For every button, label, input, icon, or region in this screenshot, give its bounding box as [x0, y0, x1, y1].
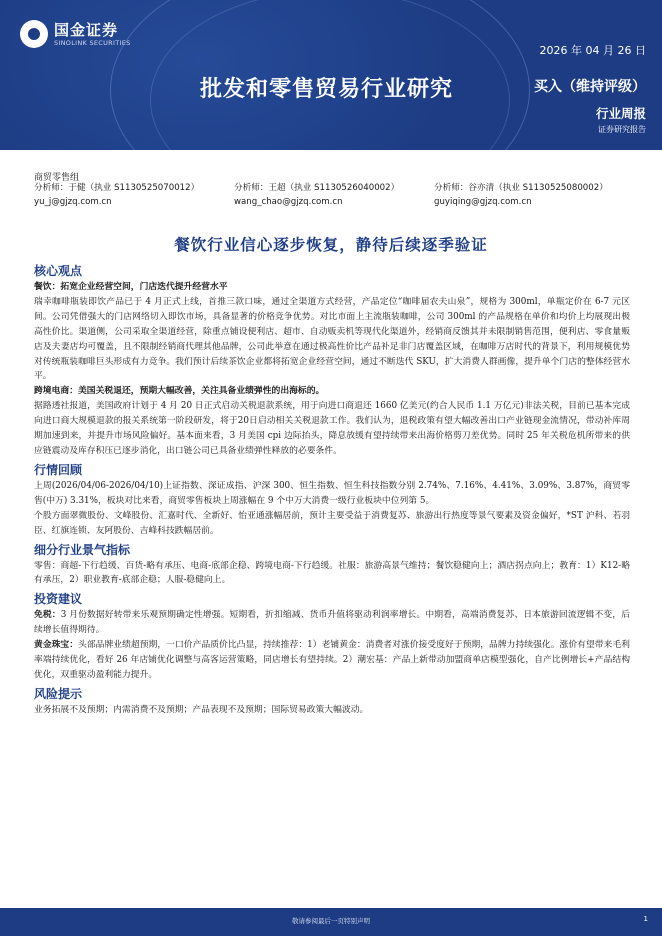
section-title-advice: 投资建议 — [34, 592, 83, 607]
analyst-email[interactable]: yu_j@gjzq.com.cn — [34, 197, 112, 207]
header-banner — [0, 0, 662, 150]
analyst-name: 分析师：谷亦清（执业 S1130525080002） — [434, 183, 608, 193]
paragraph-text: 头部品牌业绩超预期，一口价产品质价比凸显，持续推荐：1）老铺黄金：消费者对涨价接受度好于预期，品牌力持续强化。涨价有望带来毛利率端持续优化，看好 26 年店铺优化调整与高客运营策略，同店增长有望持续。2）潮宏基：产品上新带动加盟商单店模型强化，自产比例增长+产品结构优化，双重驱动盈利能力提升。 — [34, 640, 630, 680]
paragraph: 瑞幸咖啡瓶装即饮产品已于 4 月正式上线，首推三款口味，通过全渠道方式经营，产品定位“咖啡届农夫山泉”，规格为 300ml，单瓶定价在 6-7 元区间。公司凭借强大的门店网络切入即饮市场，具备显著的价格竞争优势。对比市面上主流瓶装咖啡，公司 300ml 的产品规格在单价和均价上均展现出极高性价比。渠道侧，公司采取全渠道经营，除重点铺设便利店、超市、自动贩卖机等现代化渠道外，经销商反馈其并未限制销售范围，便利店、零食量贩店及夫妻店均可覆盖，且不限制经销商代理其他品牌，公司此举意在通过极高性价比产品补足非门店覆盖区域，在咖啡万店时代的背景下，利用规模优势对传统瓶装咖啡巨头形成有力竞争。我们预计后续茶饮企业都将拓宽企业经营空间，通过不断迭代 SKU，扩大消费人群画像，提升单个门店的整体经营水平。 — [34, 296, 630, 382]
report-type: 行业周报 — [595, 106, 646, 121]
analyst-email[interactable]: wang_chao@gjzq.com.cn — [234, 197, 343, 207]
section-title-sector: 细分行业景气指标 — [34, 542, 131, 557]
analyst-email[interactable]: guyiqing@gjzq.com.cn — [434, 197, 532, 207]
footer-disclaimer[interactable]: 敬请参阅最后一页特别声明 — [292, 917, 370, 925]
paragraph-lead: 跨境电商：美国关税退还，预期大幅改善，关注具备业绩弹性的出海标的。 — [34, 386, 325, 397]
report-headline: 餐饮行业信心逐步恢复，静待后续逐季验证 — [174, 236, 488, 254]
analyst-entry — [434, 181, 634, 209]
section-title-core: 核心观点 — [34, 264, 83, 278]
rating-badge: 买入（维持评级） — [534, 79, 646, 95]
paragraph-lead: 免税： — [34, 610, 61, 621]
paragraph-text: 3 月份数据好转带来乐观预期确定性增强。短期看，折扣缩减、货币升值将驱动利润率增长。中期看，高端消费复苏、日本旅游回流逻辑不变，后续增长值得期待。 — [34, 610, 630, 636]
report-body — [34, 263, 630, 718]
page-number: 1 — [643, 915, 648, 923]
logo-icon — [20, 20, 48, 48]
section-title-review: 行情回顾 — [34, 462, 83, 477]
paragraph: 据路透社报道，美国政府计划于 4 月 20 日正式启动关税退款系统，用于向进口商退还 1660 亿美元(约合人民币 1.1 万亿元)非法关税，目前已基本完成向进口商大规模退款的报关系统第一阶段研发，将于20日启动相关关税退款工作。我们认为，退税政策有望大幅改善出口产业链现金流情况，带动补库周期加速到来，并提升市场风险偏好。基本面来看，3 月美国 cpi 边际抬头，降息放缓有望持续带来出海价格剪刀差优势。同时 25 年关税危机所带来的供应链震动及库存积压已逐步消化，出口链公司已具备业绩弹性释放的必要条件。 — [34, 401, 630, 456]
logo-name-cn: 国金证券 — [54, 20, 119, 39]
paragraph — [34, 638, 630, 683]
analyst-entry — [34, 181, 234, 209]
report-title: 批发和零售贸易行业研究 — [200, 77, 454, 102]
analyst-list — [34, 181, 634, 209]
paragraph: 上周(2026/04/06-2026/04/10)上证指数、深证成指、沪深 300、恒生指数、恒生科技指数分别 2.74%、7.16%、4.41%、3.09%、3.87%，商贸零售(中万) 3.31%，板块对比来看，商贸零售板块上周涨幅在 9 个中万大消费一级行业板块中位列第 5。 — [34, 480, 630, 506]
paragraph: 个股方面翠微股份、文峰股份、汇嘉时代、全新好、怡亚通涨幅居前，预计主要受益于消费复苏、旅游出行热度等景气要素及资金偏好，*ST 沪科、若羽臣、红旗连锁、友阿股份、吉峰科技跌幅居前。 — [34, 510, 630, 536]
analyst-name: 分析师：王超（执业 S1130526040002） — [234, 183, 400, 193]
paragraph-lead: 餐饮：拓宽企业经营空间，门店迭代提升经营水平 — [34, 282, 228, 292]
section-title-risk: 风险提示 — [34, 686, 83, 701]
department-label: 商贸零售组 — [34, 173, 80, 183]
paragraph: 零售：商超-下行趋缓、百货-略有承压、电商-底部企稳、跨境电商-下行趋缓。社服：旅游高景气维持；餐饮稳健向上；酒店拐点向上；教育：1）K12-略有承压，2）职业教育-底部企稳；人服-稳健向上。 — [34, 560, 630, 586]
paragraph-lead: 黄金珠宝： — [34, 640, 79, 651]
logo-name-en: SINOLINK SECURITIES — [54, 38, 131, 47]
paragraph: 业务拓展不及预期；内需消费不及预期；产品表现不及预期；国际贸易政策大幅波动。 — [34, 704, 369, 715]
report-date: 2026 年 04 月 26 日 — [539, 44, 646, 57]
report-subtype: 证券研究报告 — [598, 125, 646, 134]
analyst-entry — [234, 181, 434, 209]
paragraph — [34, 608, 630, 638]
analyst-name: 分析师：于健（执业 S1130525070012） — [34, 183, 200, 193]
company-logo — [20, 20, 131, 48]
